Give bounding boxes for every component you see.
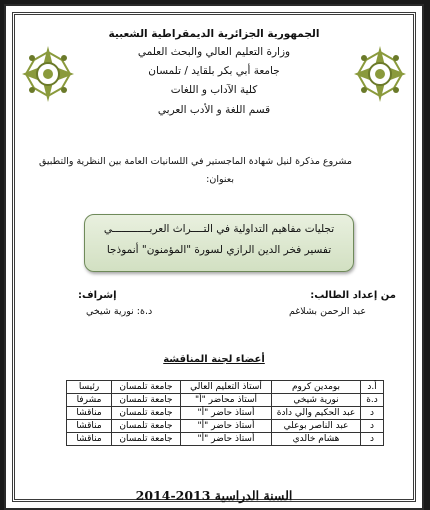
jury-rank-cell: د xyxy=(361,420,384,433)
republic-name: الجمهورية الجزائرية الديمقراطية الشعبية xyxy=(108,28,320,40)
student-label: من إعداد الطالب: xyxy=(310,290,396,301)
thesis-title-line1: تجليات مفاهيم التداولية في التــــراث العربــــــــــــي xyxy=(103,223,335,235)
jury-university-cell: جامعة تلمسان xyxy=(112,433,181,446)
jury-position-cell: أستاذ حاضر "أ" xyxy=(181,407,272,420)
jury-position-cell: أستاذ التعليم العالي xyxy=(181,381,272,394)
faculty-name: كلية الآداب و اللغات xyxy=(170,84,258,96)
title-label: بعنوان: xyxy=(206,174,234,185)
ministry-name: وزارة التعليم العالي والبحث العلمي xyxy=(137,46,291,58)
jury-rank-cell: د xyxy=(361,407,384,420)
jury-university-cell: جامعة تلمسان xyxy=(112,394,181,407)
thesis-title-line2: تفسير فخر الدين الرازي لسورة "المؤمنون" أنموذجا xyxy=(106,244,332,256)
document-page xyxy=(4,4,424,510)
university-name: جامعة أبي بكر بلقايد / تلمسان xyxy=(148,65,280,77)
jury-position-cell: أستاذ حاضر "أ" xyxy=(181,433,272,446)
table-row xyxy=(67,394,384,407)
jury-role-cell: مناقشا xyxy=(67,433,112,446)
jury-name-cell: نورية شيخي xyxy=(272,394,361,407)
jury-university-cell: جامعة تلمسان xyxy=(112,381,181,394)
jury-role-cell: مناقشا xyxy=(67,420,112,433)
thesis-title-box xyxy=(84,214,354,272)
jury-name-cell: هشام خالدي xyxy=(272,433,361,446)
jury-rank-cell: د xyxy=(361,433,384,446)
jury-position-cell: أستاذ محاضر "أ" xyxy=(181,394,272,407)
supervisor-label: إشراف: xyxy=(78,290,117,301)
student-name: عبد الرحمن بشلاغم xyxy=(288,306,366,317)
table-row xyxy=(67,381,384,394)
academic-year: السنة الدراسية 2013-2014 xyxy=(135,488,293,503)
jury-rank-cell: أ.د xyxy=(361,381,384,394)
jury-role-cell: مشرفا xyxy=(67,394,112,407)
supervisor-name: د.ة: نورية شيخي xyxy=(86,306,153,317)
department-name: قسم اللغة و الأدب العربي xyxy=(157,104,271,116)
table-row xyxy=(67,407,384,420)
jury-position-cell: أستاذ حاضر "أ" xyxy=(181,420,272,433)
jury-role-cell: مناقشا xyxy=(67,407,112,420)
table-row xyxy=(67,420,384,433)
jury-rank-cell: د.ة xyxy=(361,394,384,407)
jury-name-cell: عبد الحكيم والي دادة xyxy=(272,407,361,420)
jury-role-cell: رئيسا xyxy=(67,381,112,394)
jury-heading: أعضاء لجنة المناقشة xyxy=(163,354,265,365)
jury-university-cell: جامعة تلمسان xyxy=(112,407,181,420)
jury-table xyxy=(66,380,384,446)
jury-name-cell: بومدين كروم xyxy=(272,381,361,394)
project-line: مشروع مذكرة لنيل شهادة الماجستير في اللسانيات العامة بين النظرية والتطبيق xyxy=(39,156,352,167)
table-row xyxy=(67,433,384,446)
jury-name-cell: عبد الناصر بوعلي xyxy=(272,420,361,433)
jury-university-cell: جامعة تلمسان xyxy=(112,420,181,433)
